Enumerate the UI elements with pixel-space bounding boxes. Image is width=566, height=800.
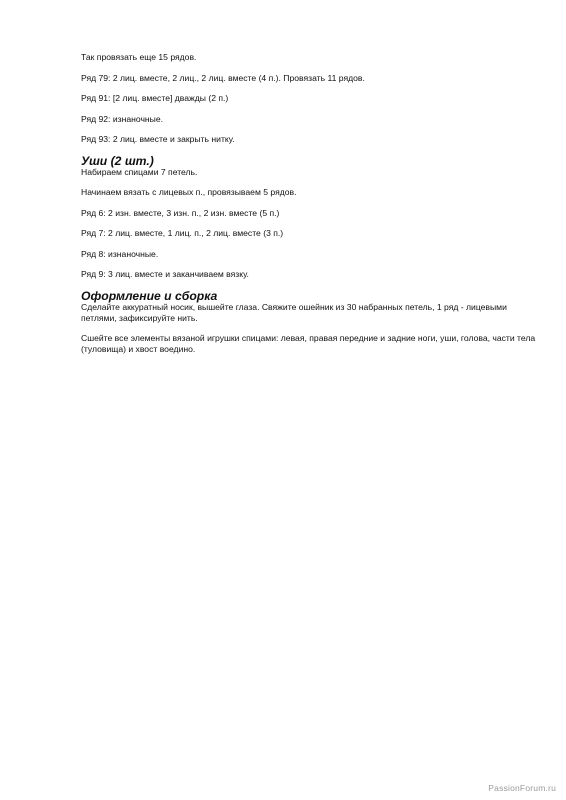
text-line: Ряд 9: 3 лиц. вместе и заканчиваем вязку. xyxy=(81,269,249,279)
section-heading-ears: Уши (2 шт.) xyxy=(81,153,154,168)
text-line: Ряд 7: 2 лиц. вместе, 1 лиц. п., 2 лиц. вместе (3 п.) xyxy=(81,228,284,238)
text-line: Набираем спицами 7 петель. xyxy=(81,166,198,177)
text-line: Начинаем вязать с лицевых п., провязываем 5 рядов. xyxy=(81,187,297,197)
document-content xyxy=(81,52,541,365)
watermark-text: PassionForum.ru xyxy=(488,783,556,793)
text-line: Ряд 92: изнаночные. xyxy=(81,113,164,124)
text-line: Ряд 8: изнаночные. xyxy=(81,248,159,259)
text-line: Ряд 6: 2 изн. вместе, 3 изн. п., 2 изн. вместе (5 п.) xyxy=(81,207,280,218)
text-line: Ряд 79: 2 лиц. вместе, 2 лиц., 2 лиц. вместе (4 п.). Провязать 11 рядов. xyxy=(81,72,365,83)
paragraph: Сделайте аккуратный носик, вышейте глаза. Свяжите ошейник из 30 набранных петель, 1 ряд - лицевыми петлями, зафиксируйте нить. xyxy=(81,301,507,323)
text-line: Так провязать еще 15 рядов. xyxy=(81,52,197,62)
text-line: Ряд 93: 2 лиц. вместе и закрыть нитку. xyxy=(81,134,235,144)
ears-section xyxy=(81,155,541,281)
paragraph: Сшейте все элементы вязаной игрушки спицами: левая, правая передние и задние ноги, уши, голова, части тела (туловища) и хвост воедино. xyxy=(81,333,536,354)
section-heading-assembly: Оформление и сборка xyxy=(81,288,218,303)
assembly-section xyxy=(81,290,541,356)
intro-section xyxy=(81,52,541,145)
text-line: Ряд 91: [2 лиц. вместе] дважды (2 п.) xyxy=(81,93,229,103)
